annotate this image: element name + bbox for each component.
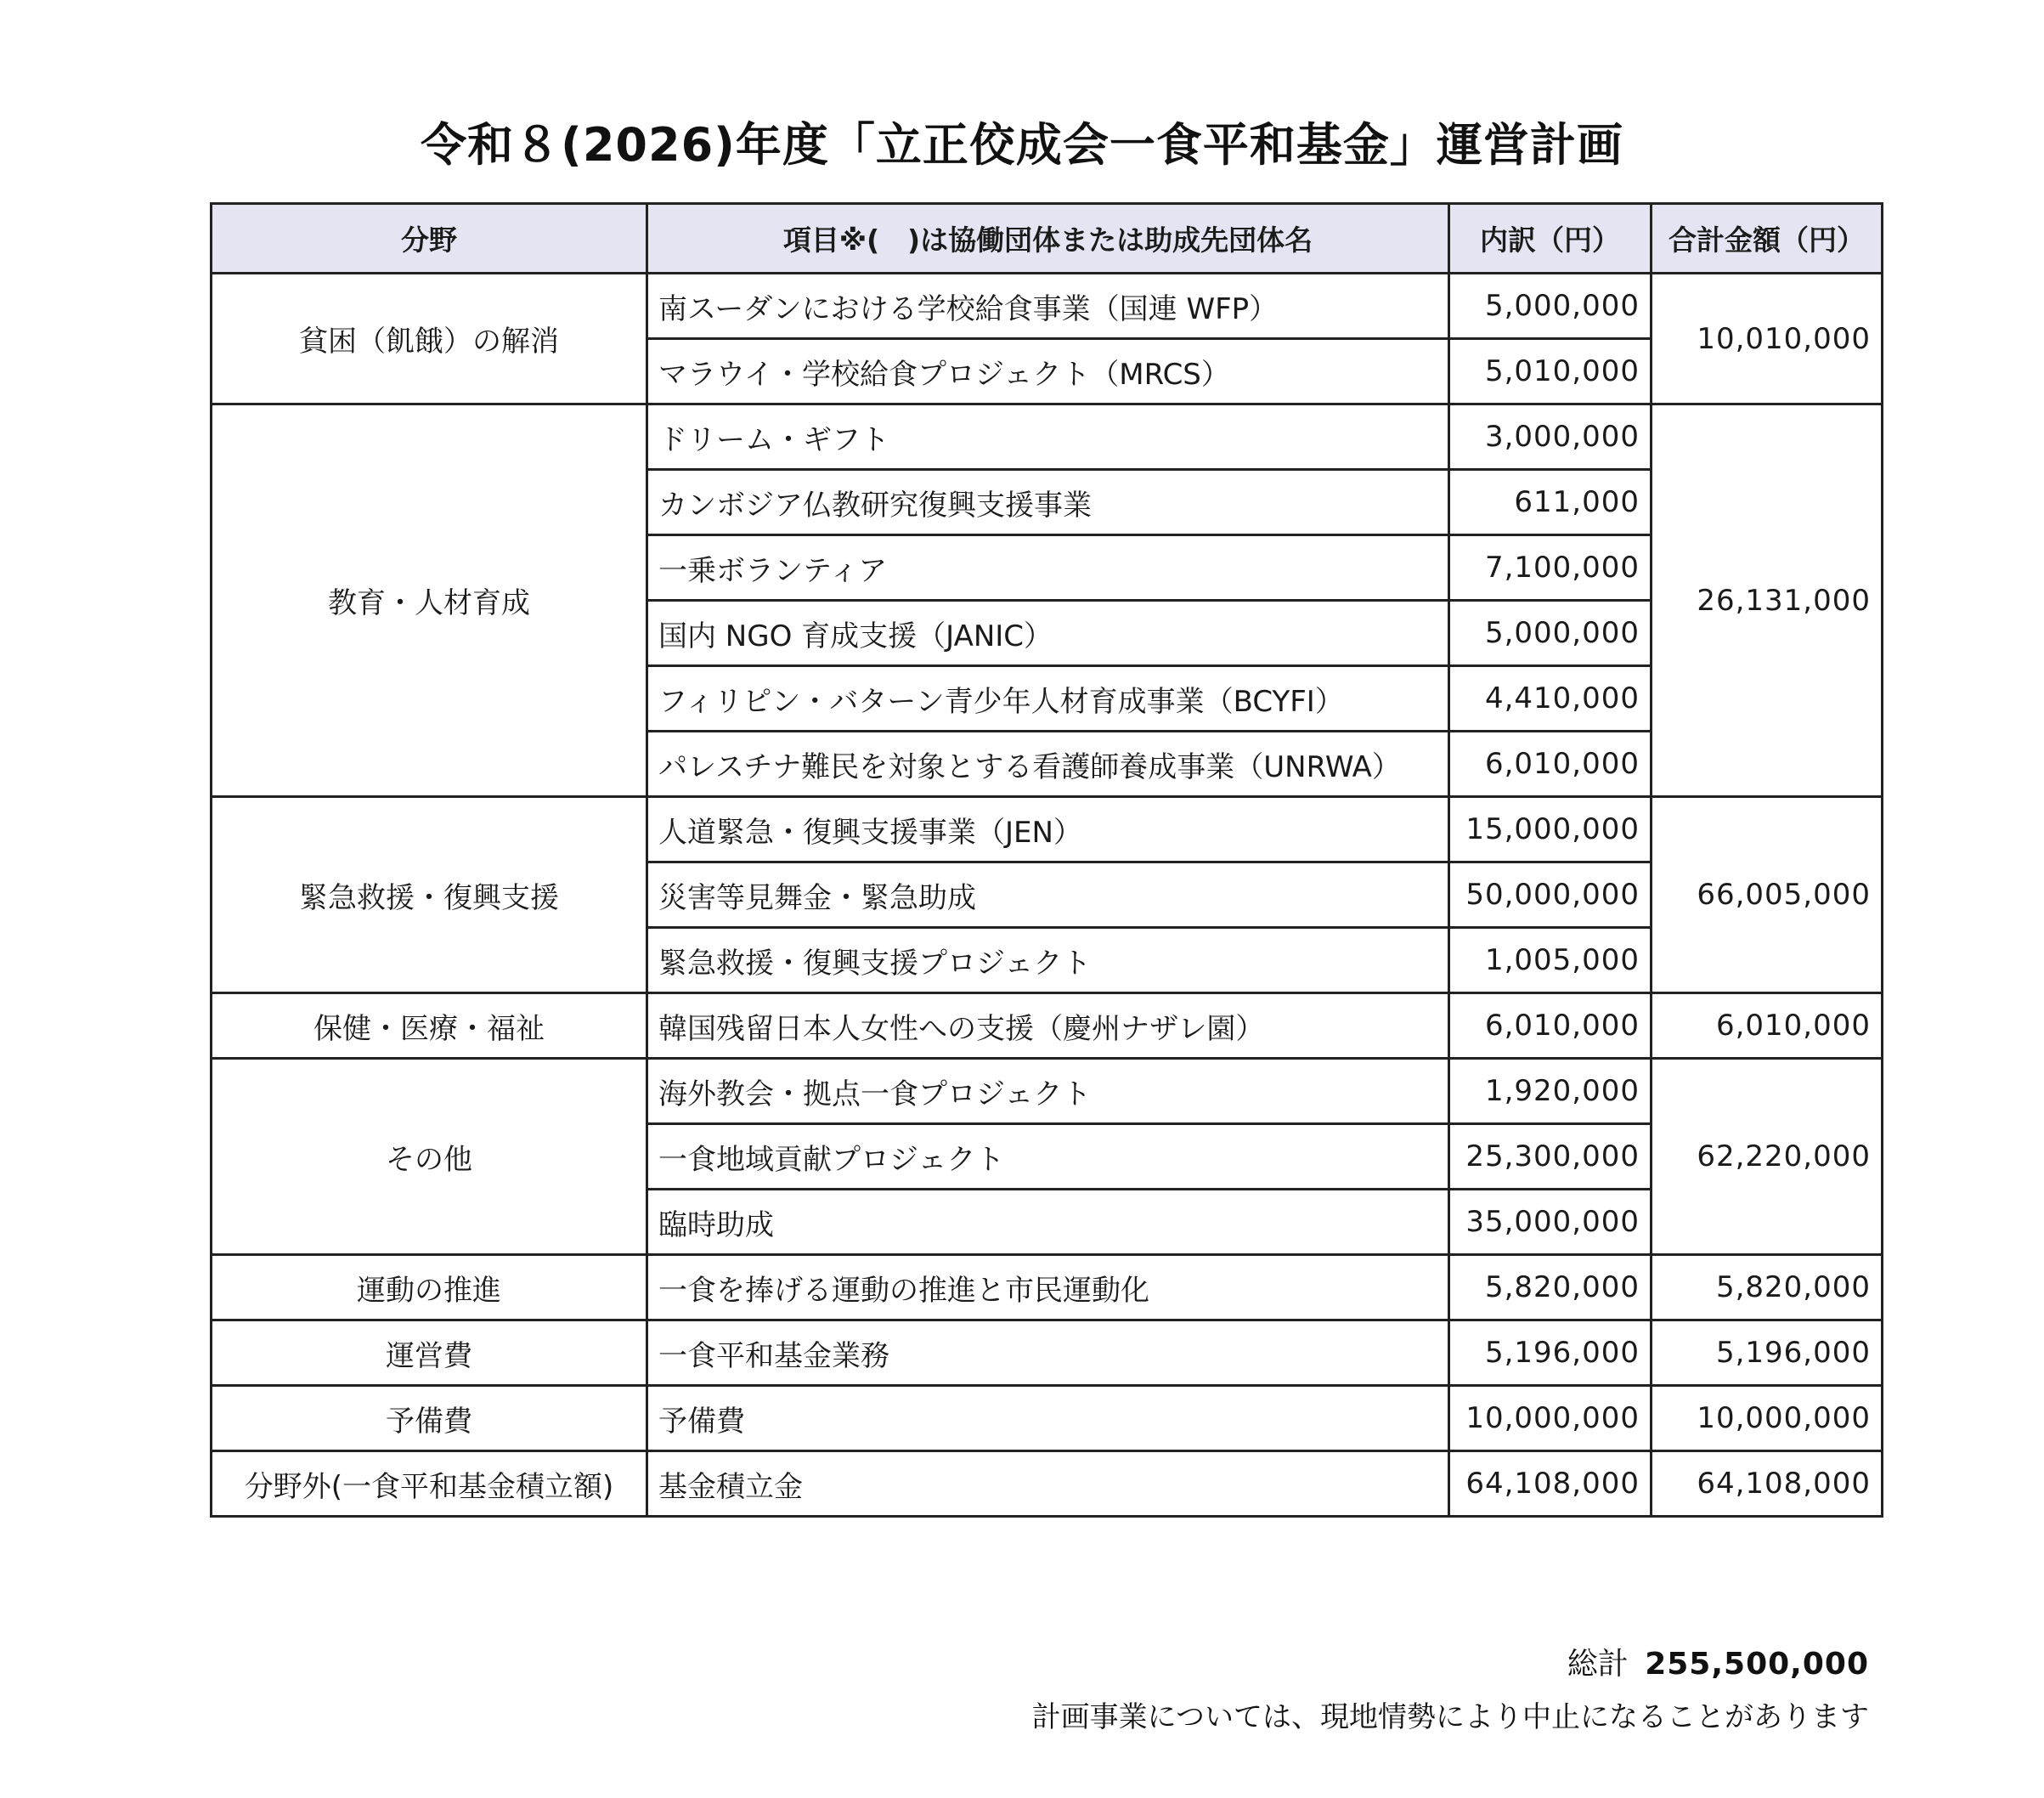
field-cell: その他 <box>212 1059 647 1255</box>
item-cell: ドリーム・ギフト <box>647 404 1449 470</box>
amount-cell: 5,010,000 <box>1449 339 1652 404</box>
page-title: 令和８(2026)年度「立正佼成会一食平和基金」運営計画 <box>421 118 1623 172</box>
field-cell: 分野外(一食平和基金積立額) <box>212 1451 647 1517</box>
total-cell: 62,220,000 <box>1652 1059 1883 1255</box>
amount-cell: 35,000,000 <box>1449 1190 1652 1255</box>
item-cell: パレスチナ難民を対象とする看護師養成事業（UNRWA） <box>647 732 1449 797</box>
header-field: 分野 <box>212 204 647 274</box>
amount-cell: 611,000 <box>1449 470 1652 535</box>
amount-cell: 15,000,000 <box>1449 797 1652 862</box>
amount-cell: 5,000,000 <box>1449 274 1652 339</box>
table-row <box>212 993 1883 1059</box>
total-cell: 6,010,000 <box>1652 993 1883 1059</box>
header-item: 項目※( )は協働団体または助成先団体名 <box>647 204 1449 274</box>
table-row <box>212 404 1883 470</box>
amount-cell: 10,000,000 <box>1449 1386 1652 1451</box>
grand-total-label: 総計 <box>1567 1647 1629 1682</box>
table-row <box>212 1255 1883 1320</box>
item-cell: フィリピン・バターン青少年人材育成事業（BCYFI） <box>647 666 1449 732</box>
item-cell: 一食地域貢献プロジェクト <box>647 1124 1449 1190</box>
total-cell: 5,820,000 <box>1652 1255 1883 1320</box>
field-cell: 運動の推進 <box>212 1255 647 1320</box>
item-cell: 韓国残留日本人女性への支援（慶州ナザレ園） <box>647 993 1449 1059</box>
amount-cell: 4,410,000 <box>1449 666 1652 732</box>
item-cell: 一食を捧げる運動の推進と市民運動化 <box>647 1255 1449 1320</box>
header-total: 合計金額（円） <box>1652 204 1883 274</box>
item-cell: 災害等見舞金・緊急助成 <box>647 862 1449 928</box>
amount-cell: 50,000,000 <box>1449 862 1652 928</box>
plan-table <box>210 202 1883 1518</box>
table-row <box>212 274 1883 339</box>
header-row <box>212 204 1883 274</box>
field-cell: 保健・医療・福祉 <box>212 993 647 1059</box>
total-cell: 64,108,000 <box>1652 1451 1883 1517</box>
field-cell: 運営費 <box>212 1320 647 1386</box>
amount-cell: 64,108,000 <box>1449 1451 1652 1517</box>
item-cell: 基金積立金 <box>647 1451 1449 1517</box>
table-row <box>212 1059 1883 1124</box>
field-cell: 貧困（飢餓）の解消 <box>212 274 647 404</box>
item-cell: 海外教会・拠点一食プロジェクト <box>647 1059 1449 1124</box>
plan-table-body <box>212 274 1883 1517</box>
amount-cell: 6,010,000 <box>1449 732 1652 797</box>
grand-total <box>1567 1640 1869 1683</box>
item-cell: マラウイ・学校給食プロジェクト（MRCS） <box>647 339 1449 404</box>
total-cell: 26,131,000 <box>1652 404 1883 797</box>
item-cell: 国内 NGO 育成支援（JANIC） <box>647 601 1449 666</box>
field-cell: 緊急救援・復興支援 <box>212 797 647 993</box>
item-cell: 臨時助成 <box>647 1190 1449 1255</box>
amount-cell: 5,196,000 <box>1449 1320 1652 1386</box>
item-cell: 緊急救援・復興支援プロジェクト <box>647 928 1449 993</box>
item-cell: 予備費 <box>647 1386 1449 1451</box>
amount-cell: 1,005,000 <box>1449 928 1652 993</box>
footnote: 計画事業については、現地情勢により中止になることがあります <box>1031 1700 1869 1734</box>
item-cell: 一食平和基金業務 <box>647 1320 1449 1386</box>
amount-cell: 5,820,000 <box>1449 1255 1652 1320</box>
amount-cell: 7,100,000 <box>1449 535 1652 601</box>
table-row <box>212 797 1883 862</box>
amount-cell: 1,920,000 <box>1449 1059 1652 1124</box>
amount-cell: 5,000,000 <box>1449 601 1652 666</box>
header-amount: 内訳（円） <box>1449 204 1652 274</box>
table-row <box>212 1451 1883 1517</box>
total-cell: 66,005,000 <box>1652 797 1883 993</box>
item-cell: 南スーダンにおける学校給食事業（国連 WFP） <box>647 274 1449 339</box>
amount-cell: 6,010,000 <box>1449 993 1652 1059</box>
field-cell: 教育・人材育成 <box>212 404 647 797</box>
table-row <box>212 1386 1883 1451</box>
item-cell: 一乗ボランティア <box>647 535 1449 601</box>
field-cell: 予備費 <box>212 1386 647 1451</box>
item-cell: 人道緊急・復興支援事業（JEN） <box>647 797 1449 862</box>
total-cell: 5,196,000 <box>1652 1320 1883 1386</box>
table-row <box>212 1320 1883 1386</box>
total-cell: 10,010,000 <box>1652 274 1883 404</box>
total-cell: 10,000,000 <box>1652 1386 1883 1451</box>
amount-cell: 25,300,000 <box>1449 1124 1652 1190</box>
grand-total-value: 255,500,000 <box>1645 1647 1869 1682</box>
amount-cell: 3,000,000 <box>1449 404 1652 470</box>
item-cell: カンボジア仏教研究復興支援事業 <box>647 470 1449 535</box>
